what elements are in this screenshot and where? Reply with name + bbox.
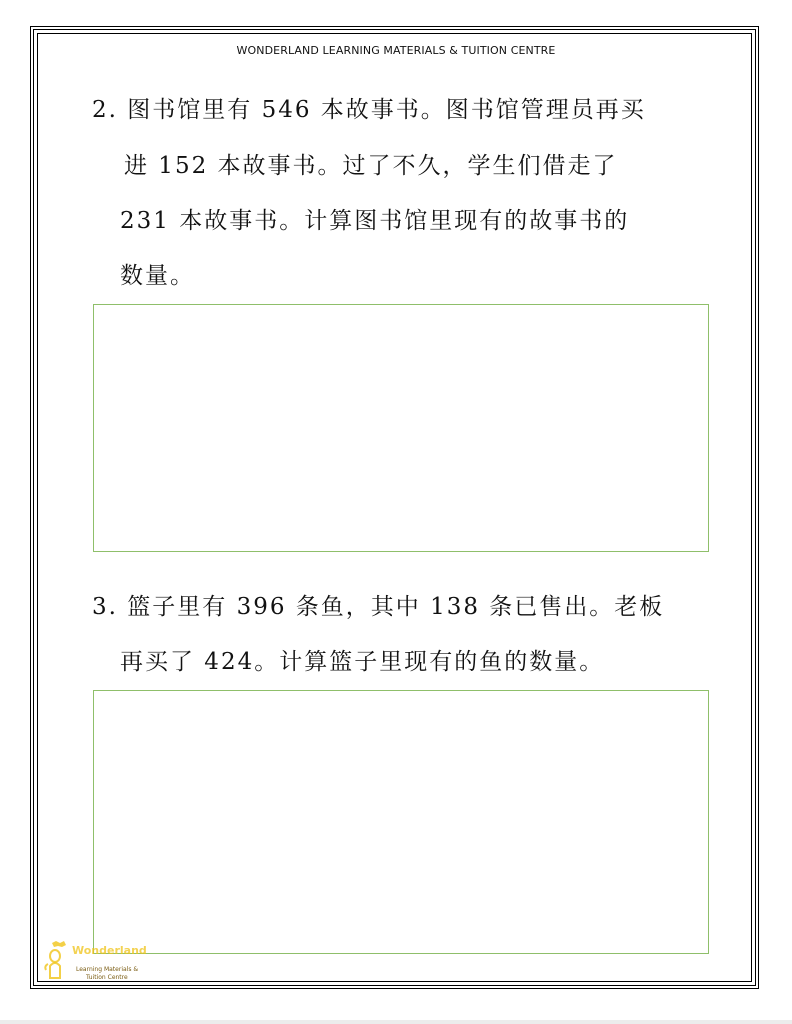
bottom-edge (0, 1020, 792, 1024)
logo-subtitle-1: Learning Materials & (76, 966, 139, 973)
page-header: WONDERLAND LEARNING MATERIALS & TUITION CENTRE (236, 44, 556, 57)
question-3-answer-box[interactable] (93, 690, 709, 954)
question-2-answer-box[interactable] (93, 304, 709, 552)
logo-title: Wonderland (72, 944, 147, 957)
wonderland-logo (44, 940, 174, 984)
question-3-line-2: 再买了 424。计算篮子里现有的鱼的数量。 (120, 649, 605, 675)
question-3-line-1: 3. 篮子里有 396 条鱼，其中 138 条已售出。老板 (92, 594, 665, 620)
question-2-line-4: 数量。 (120, 263, 195, 289)
logo-subtitle-2: Tuition Centre (86, 974, 128, 981)
wonderland-logo-icon (44, 940, 72, 980)
question-2-line-2: 进 152 本故事书。过了不久，学生们借走了 (124, 153, 618, 179)
question-2-line-1: 2. 图书馆里有 546 本故事书。图书馆管理员再买 (92, 97, 646, 123)
question-2-line-3: 231 本故事书。计算图书馆里现有的故事书的 (120, 208, 630, 234)
